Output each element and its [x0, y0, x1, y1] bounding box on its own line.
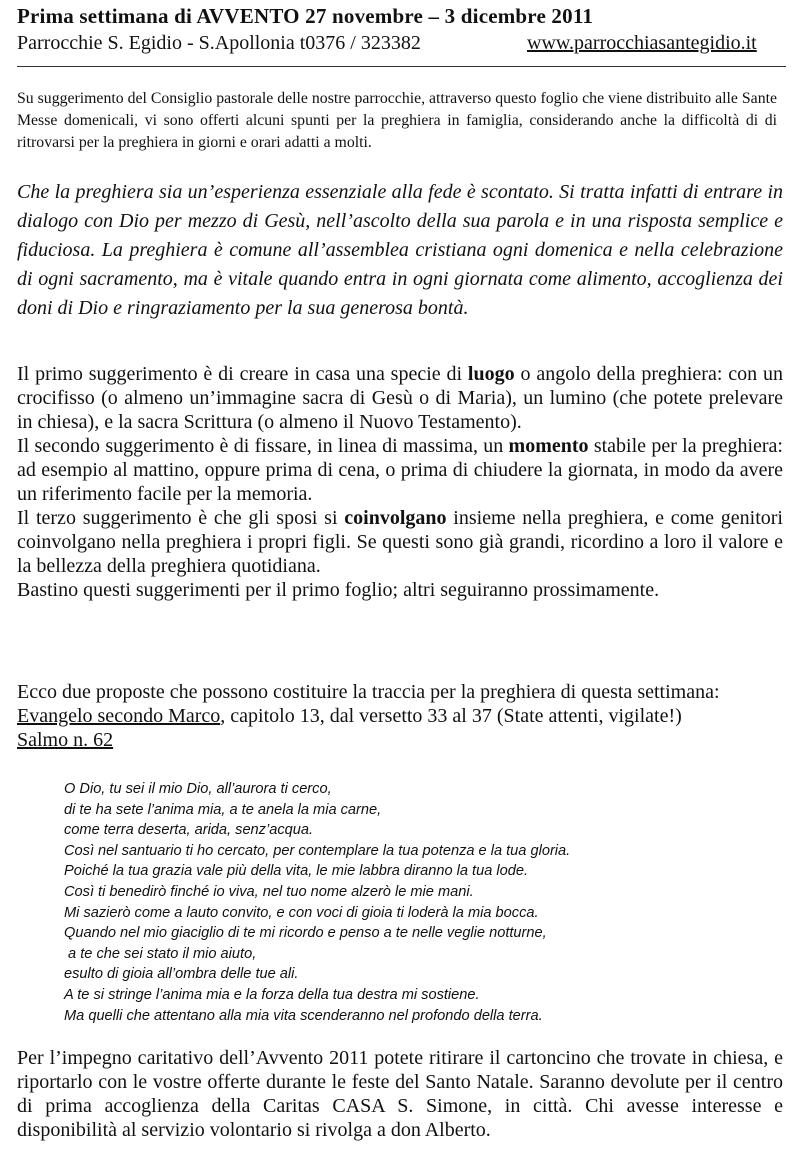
intro-paragraph: Su suggerimento del Consiglio pastorale delle nostre parrocchie, attraverso questo foglio che viene distribuito alle Sante Messe domenicali, vi sono offerti alcuni spunti per la preghiera in famiglia, considerando anche la difficoltà di di ritrovarsi per la preghiera in giorni e orari adatti a molti. [17, 90, 777, 151]
psalm-line: O Dio, tu sei il mio Dio, all’aurora ti cerco, [64, 781, 332, 797]
suggestions-section [17, 362, 783, 602]
psalm-line: esulto di gioia all’ombra delle tue ali. [64, 966, 299, 983]
psalm-line: a te che sei stato il mio aiuto, [64, 945, 257, 962]
gospel-link: Evangelo secondo Marco [17, 705, 221, 727]
psalm-line: Mi sazierò come a lauto convito, e con voci di gioia ti loderà la mia bocca. [64, 904, 539, 921]
psalm-line: Così ti benedirò finché io viva, nel tuo nome alzerò le mie mani. [64, 883, 474, 900]
first-suggestion: Il primo suggerimento è di creare in casa una specie di luogo o angolo della preghiera: con un crocifisso (o almeno un’immagine sacra di Gesù o di Maria), un lumino (che potete prelevare in chiesa), e la sacra Scrittura (o almeno il Nuovo Testamento). [17, 363, 783, 433]
psalm-line: di te ha sete l’anima mia, a te anela la mia carne, [64, 801, 382, 818]
charity-paragraph: Per l’impegno caritativo dell’Avvento 2011 potete ritirare il cartoncino che trovate in chiesa, e riportarlo con le vostre offerte durante le feste del Santo Natale. Saranno devolute per il centro di prima accoglienza della Caritas CASA S. Simone, in città. Chi avesse interesse e disponibilità al servizio volontario si rivolga a don Alberto. [17, 1047, 783, 1141]
keyword-luogo: luogo [467, 363, 515, 385]
gospel-reference: Evangelo secondo Marco, capitolo 13, dal versetto 33 al 37 (State attenti, vigilate!) [17, 705, 682, 727]
parish-website-link[interactable]: www.parrocchiasantegidio.it [527, 32, 757, 54]
psalm-title: Salmo n. 62 [17, 729, 114, 751]
second-suggestion: Il secondo suggerimento è di fissare, in linea di massima, un momento stabile per la preghiera: ad esempio al mattino, oppure prima di cena, o prima di chiudere la giornata, in modo da avere un riferimento facile per la memoria. [17, 435, 783, 505]
keyword-coinvolgano: coinvolgano [344, 507, 447, 529]
psalm-line: A te si stringe l’anima mia e la forza della tua destra mi sostiene. [64, 986, 480, 1003]
psalm-text [64, 779, 764, 1026]
psalm-line: Ma quelli che attentano alla mia vita scenderanno nel profondo della terra. [64, 1007, 543, 1024]
psalm-line: Poiché la tua grazia vale più della vita, le mie labbra diranno la tua lode. [64, 863, 529, 880]
proposals-intro: Ecco due proposte che possono costituire la traccia per la preghiera di questa settimana: [17, 681, 720, 703]
prayer-reflection-paragraph: Che la preghiera sia un’esperienza essenziale alla fede è scontato. Si tratta infatti di entrare in dialogo con Dio per mezzo di Gesù, nell’ascolto della sua parola e in una risposta semplice e fiduciosa. La preghiera è comune all’assemblea cristiana ogni domenica e nella celebrazione di ogni sacramento, ma è vitale quando entra in ogni giornata come alimento, accoglienza dei doni di Dio e ringraziamento per la sua generosa bontà. [17, 181, 783, 319]
parish-contact: Parrocchie S. Egidio - S.Apollonia t0376 / 323382 [17, 32, 421, 54]
psalm-line: Quando nel mio giaciglio di te mi ricordo e penso a te nelle veglie notturne, [64, 925, 547, 942]
psalm-line: come terra deserta, arida, senz’acqua. [64, 822, 314, 839]
third-suggestion: Il terzo suggerimento è che gli sposi si coinvolgano insieme nella preghiera, e come genitori coinvolgano nella preghiera i propri figli. Se questi sono già grandi, ricordino a loro il valore e la bellezza della preghiera quotidiana. [17, 507, 783, 577]
header-divider [17, 66, 786, 67]
proposals-section [17, 680, 783, 752]
page-title: Prima settimana di AVVENTO 27 novembre – 3 dicembre 2011 [17, 4, 594, 28]
keyword-momento: momento [508, 435, 589, 457]
suggestions-closing-line: Bastino questi suggerimenti per il primo foglio; altri seguiranno prossimamente. [17, 579, 660, 601]
psalm-line: Così nel santuario ti ho cercato, per contemplare la tua potenza e la tua gloria. [64, 842, 571, 859]
